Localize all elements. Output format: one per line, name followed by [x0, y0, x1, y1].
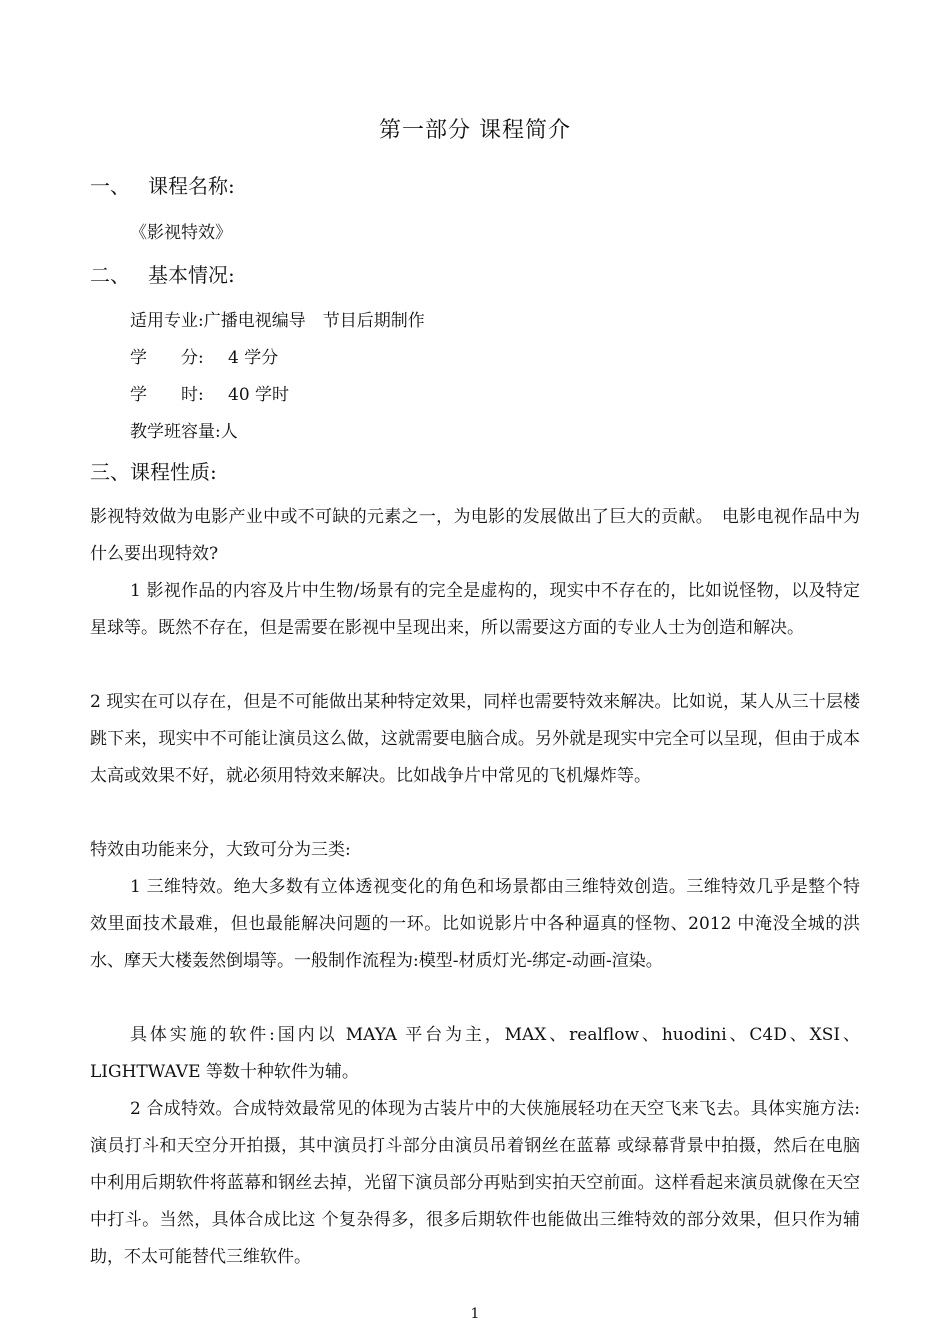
page-title: 第一部分 课程简介 — [379, 118, 571, 143]
info-label: 适用专业: — [130, 311, 204, 331]
info-label: 教学班容量: — [130, 422, 221, 442]
info-hours — [130, 380, 289, 405]
section-heading-text: 课程名称: — [148, 174, 235, 198]
paragraph: 2 现实在可以存在，但是不可能做出某种特定效果，同样也需要特效来解决。比如说，某人从三十层楼跳下来，现实中不可能让演员这么做，这就需要电脑合成。另外就是现实中完全可以呈现，但由于成本太高或效果不好，就必须用特效来解决。比如战争片中常见的飞机爆炸等。 — [90, 692, 860, 786]
paragraph: 影视特效做为电影产业中或不可缺的元素之一，为电影的发展做出了巨大的贡献。 电影电视作品中为什么要出现特效? — [90, 507, 860, 564]
paragraph: 具体实施的软件:国内以 MAYA 平台为主，MAX、realflow、huodini、C4D、XSI、LIGHTWAVE 等数十种软件为辅。 — [90, 1025, 860, 1082]
info-label: 学 时: — [130, 385, 204, 405]
page-number: 1 — [470, 1306, 480, 1322]
section-heading-course-name — [90, 170, 235, 199]
section-number: 一、 — [90, 174, 130, 198]
paragraph: 1 三维特效。绝大多数有立体透视变化的角色和场景都由三维特效创造。三维特效几乎是整个特效里面技术最难，但也最能解决问题的一环。比如说影片中各种逼真的怪物、2012 中淹没全城的洪水、摩天大楼轰然倒塌等。一般制作流程为:模型-材质灯光-绑定-动画-渲染。 — [90, 877, 860, 971]
info-value: 40 学时 — [228, 385, 290, 405]
section-heading-course-nature: 三、课程性质: — [90, 460, 217, 484]
paragraph: 2 合成特效。合成特效最常见的体现为古装片中的大侠施展轻功在天空飞来飞去。具体实施方法:演员打斗和天空分开拍摄，其中演员打斗部分由演员吊着钢丝在蓝幕 或绿幕背景中拍摄，然后在电脑中利用后期软件将蓝幕和钢丝去掉，光留下演员部分再贴到实拍天空前面。这样看起来演员就像在天空中打斗。当然，具体合成比这 个复杂得多，很多后期软件也能做出三维特效的部分效果，但只作为辅助，不太可能替代三维软件。 — [90, 1099, 860, 1267]
paragraph: 1 影视作品的内容及片中生物/场景有的完全是虚构的，现实中不存在的，比如说怪物，以及特定星球等。既然不存在，但是需要在影视中呈现出来，所以需要这方面的专业人士为创造和解决。 — [90, 581, 860, 638]
info-value: 人 — [220, 422, 238, 442]
section-heading-text: 基本情况: — [148, 263, 235, 287]
paragraph: 特效由功能来分，大致可分为三类: — [90, 840, 351, 860]
info-capacity — [130, 417, 238, 442]
info-credit — [130, 343, 278, 368]
section-heading-basic-info — [90, 259, 235, 288]
info-value: 4 学分 — [228, 348, 279, 368]
info-major — [130, 306, 425, 331]
course-name: 《影视特效》 — [130, 223, 232, 243]
info-value: 广播电视编导 节目后期制作 — [203, 311, 425, 331]
section-number: 二、 — [90, 263, 130, 287]
info-label: 学 分: — [130, 348, 204, 368]
